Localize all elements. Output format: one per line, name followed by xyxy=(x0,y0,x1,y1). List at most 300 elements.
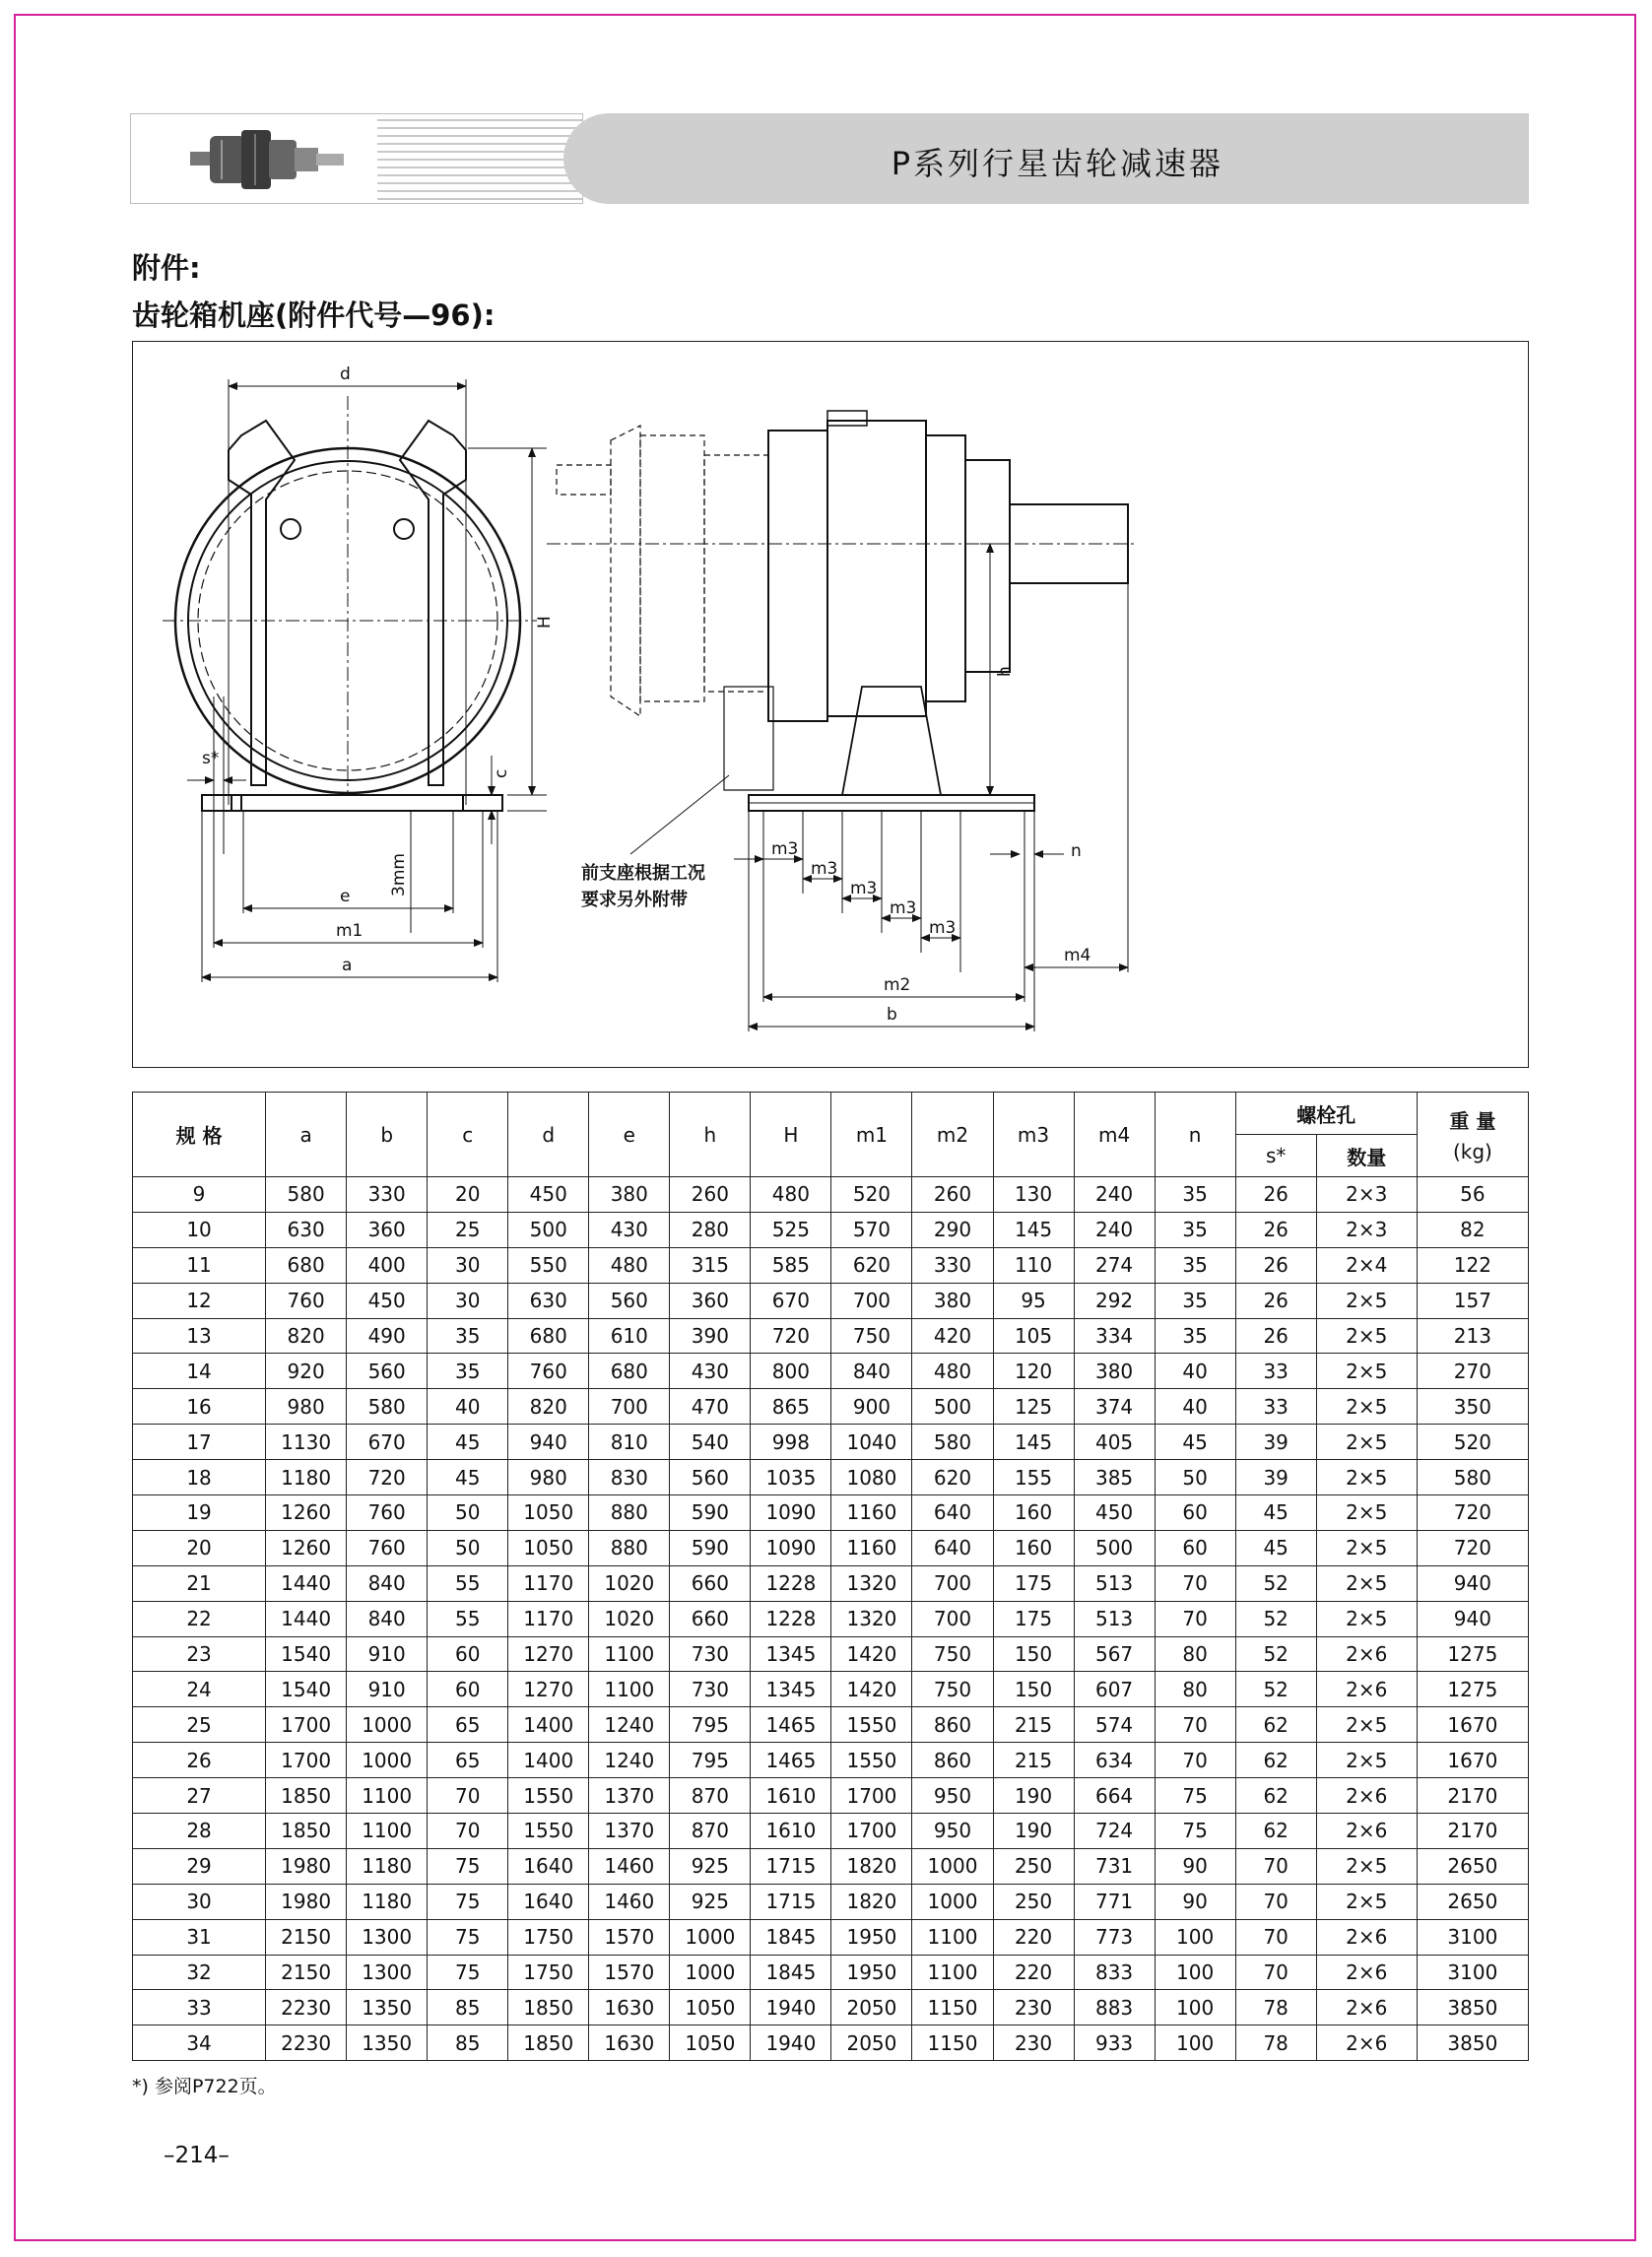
table-cell: 27 xyxy=(133,1778,266,1814)
table-cell: 2×5 xyxy=(1316,1848,1417,1884)
table-cell: 670 xyxy=(751,1283,831,1318)
table-cell: 513 xyxy=(1074,1565,1155,1601)
table-cell: 11 xyxy=(133,1247,266,1283)
table-cell: 2230 xyxy=(266,1990,347,2025)
table-row xyxy=(133,1565,1529,1601)
table-cell: 24 xyxy=(133,1672,266,1707)
table-cell: 634 xyxy=(1074,1743,1155,1778)
table-cell: 220 xyxy=(993,1919,1074,1955)
table-cell: 1950 xyxy=(831,1919,912,1955)
table-cell: 100 xyxy=(1155,1955,1235,1990)
table-cell: 607 xyxy=(1074,1672,1155,1707)
table-cell: 26 xyxy=(1235,1318,1316,1354)
table-cell: 31 xyxy=(133,1919,266,1955)
table-cell: 525 xyxy=(751,1212,831,1247)
table-cell: 1000 xyxy=(670,1955,751,1990)
table-cell: 640 xyxy=(912,1495,993,1531)
dim-label-m3-1: m3 xyxy=(771,839,799,859)
table-cell: 400 xyxy=(347,1247,428,1283)
table-cell: 1850 xyxy=(266,1778,347,1814)
table-cell: 60 xyxy=(428,1672,508,1707)
table-cell: 250 xyxy=(993,1884,1074,1919)
table-cell: 250 xyxy=(993,1848,1074,1884)
table-cell: 1270 xyxy=(508,1636,589,1672)
table-cell: 1170 xyxy=(508,1565,589,1601)
table-cell: 1100 xyxy=(589,1672,670,1707)
header-image-panel xyxy=(130,113,583,204)
table-cell: 640 xyxy=(912,1530,993,1565)
table-cell: 1610 xyxy=(751,1814,831,1849)
table-cell: 1020 xyxy=(589,1565,670,1601)
table-cell: 660 xyxy=(670,1601,751,1636)
table-cell: 760 xyxy=(508,1354,589,1389)
table-cell: 2×5 xyxy=(1316,1425,1417,1460)
table-cell: 3850 xyxy=(1417,2025,1528,2061)
table-cell: 1180 xyxy=(347,1884,428,1919)
col-header-h: h xyxy=(670,1093,751,1177)
dim-label-m3-3: m3 xyxy=(850,879,878,898)
table-cell: 26 xyxy=(1235,1212,1316,1247)
table-cell: 1715 xyxy=(751,1884,831,1919)
table-cell: 925 xyxy=(670,1884,751,1919)
table-row xyxy=(133,1919,1529,1955)
table-cell: 100 xyxy=(1155,1919,1235,1955)
table-cell: 1550 xyxy=(508,1778,589,1814)
table-cell: 3100 xyxy=(1417,1919,1528,1955)
table-cell: 724 xyxy=(1074,1814,1155,1849)
table-cell: 1345 xyxy=(751,1672,831,1707)
table-cell: 2×6 xyxy=(1316,1955,1417,1990)
table-cell: 1465 xyxy=(751,1743,831,1778)
table-cell: 1850 xyxy=(508,2025,589,2061)
table-cell: 1090 xyxy=(751,1530,831,1565)
table-cell: 40 xyxy=(1155,1389,1235,1425)
table-cell: 2×6 xyxy=(1316,1990,1417,2025)
table-cell: 1050 xyxy=(508,1530,589,1565)
table-cell: 500 xyxy=(1074,1530,1155,1565)
table-cell: 1750 xyxy=(508,1955,589,1990)
table-cell: 380 xyxy=(589,1177,670,1213)
table-cell: 925 xyxy=(670,1848,751,1884)
table-row xyxy=(133,1283,1529,1318)
table-cell: 480 xyxy=(912,1354,993,1389)
table-cell: 14 xyxy=(133,1354,266,1389)
section-title: 附件: xyxy=(132,251,201,285)
table-cell: 2×5 xyxy=(1316,1530,1417,1565)
footnote: *) 参阅P722页。 xyxy=(132,2076,277,2097)
table-cell: 60 xyxy=(1155,1495,1235,1531)
table-cell: 1670 xyxy=(1417,1707,1528,1743)
drawing-note-line1: 前支座根据工况 xyxy=(581,863,705,884)
table-cell: 2×6 xyxy=(1316,1778,1417,1814)
table-cell: 1035 xyxy=(751,1460,831,1495)
table-cell: 1845 xyxy=(751,1955,831,1990)
table-cell: 720 xyxy=(347,1460,428,1495)
table-cell: 1100 xyxy=(912,1919,993,1955)
table-cell: 25 xyxy=(133,1707,266,1743)
table-cell: 700 xyxy=(912,1565,993,1601)
table-cell: 590 xyxy=(670,1530,751,1565)
table-cell: 1700 xyxy=(831,1778,912,1814)
dim-label-m4: m4 xyxy=(1064,946,1091,965)
table-row xyxy=(133,1318,1529,1354)
col-header-m4: m4 xyxy=(1074,1093,1155,1177)
table-cell: 26 xyxy=(1235,1177,1316,1213)
table-cell: 19 xyxy=(133,1495,266,1531)
table-cell: 9 xyxy=(133,1177,266,1213)
table-cell: 22 xyxy=(133,1601,266,1636)
col-header-c: c xyxy=(428,1093,508,1177)
table-cell: 35 xyxy=(428,1318,508,1354)
table-cell: 2×5 xyxy=(1316,1743,1417,1778)
table-cell: 1150 xyxy=(912,2025,993,2061)
technical-drawing xyxy=(132,341,1529,1068)
table-cell: 1320 xyxy=(831,1565,912,1601)
table-cell: 580 xyxy=(266,1177,347,1213)
table-cell: 1160 xyxy=(831,1530,912,1565)
subsection-title: 齿轮箱机座(附件代号—96): xyxy=(132,299,496,332)
table-cell: 1465 xyxy=(751,1707,831,1743)
table-cell: 330 xyxy=(912,1247,993,1283)
table-cell: 998 xyxy=(751,1425,831,1460)
table-cell: 1228 xyxy=(751,1565,831,1601)
table-cell: 1240 xyxy=(589,1707,670,1743)
table-cell: 1630 xyxy=(589,1990,670,2025)
table-cell: 880 xyxy=(589,1530,670,1565)
col-header-b: b xyxy=(347,1093,428,1177)
table-cell: 1940 xyxy=(751,2025,831,2061)
table-cell: 292 xyxy=(1074,1283,1155,1318)
table-cell: 2650 xyxy=(1417,1848,1528,1884)
dimension-drawing-svg xyxy=(133,342,1530,1069)
table-cell: 2170 xyxy=(1417,1814,1528,1849)
table-cell: 1850 xyxy=(508,1990,589,2025)
table-cell: 730 xyxy=(670,1636,751,1672)
table-cell: 1130 xyxy=(266,1425,347,1460)
table-cell: 334 xyxy=(1074,1318,1155,1354)
table-cell: 1550 xyxy=(508,1814,589,1849)
table-cell: 330 xyxy=(347,1177,428,1213)
table-cell: 85 xyxy=(428,2025,508,2061)
table-cell: 1350 xyxy=(347,2025,428,2061)
table-cell: 150 xyxy=(993,1636,1074,1672)
table-cell: 20 xyxy=(428,1177,508,1213)
table-cell: 664 xyxy=(1074,1778,1155,1814)
table-cell: 950 xyxy=(912,1778,993,1814)
table-cell: 23 xyxy=(133,1636,266,1672)
table-cell: 760 xyxy=(266,1283,347,1318)
table-cell: 16 xyxy=(133,1389,266,1425)
table-cell: 290 xyxy=(912,1212,993,1247)
table-cell: 45 xyxy=(1155,1425,1235,1460)
dim-label-m3-5: m3 xyxy=(929,918,957,938)
table-cell: 190 xyxy=(993,1778,1074,1814)
table-cell: 157 xyxy=(1417,1283,1528,1318)
col-header-weight xyxy=(1417,1093,1528,1177)
table-cell: 215 xyxy=(993,1707,1074,1743)
table-row xyxy=(133,1212,1529,1247)
table-cell: 760 xyxy=(347,1495,428,1531)
page-title: P系列行星齿轮减速器 xyxy=(891,145,1223,182)
table-cell: 65 xyxy=(428,1707,508,1743)
table-cell: 1270 xyxy=(508,1672,589,1707)
table-cell: 560 xyxy=(589,1283,670,1318)
table-cell: 33 xyxy=(133,1990,266,2025)
table-cell: 160 xyxy=(993,1530,1074,1565)
table-cell: 2×6 xyxy=(1316,2025,1417,2061)
table-cell: 2050 xyxy=(831,1990,912,2025)
table-cell: 52 xyxy=(1235,1636,1316,1672)
table-cell: 680 xyxy=(589,1354,670,1389)
table-cell: 550 xyxy=(508,1247,589,1283)
table-cell: 590 xyxy=(670,1495,751,1531)
table-cell: 450 xyxy=(1074,1495,1155,1531)
table-cell: 660 xyxy=(670,1565,751,1601)
table-cell: 20 xyxy=(133,1530,266,1565)
table-cell: 175 xyxy=(993,1565,1074,1601)
table-cell: 75 xyxy=(1155,1778,1235,1814)
table-cell: 700 xyxy=(831,1283,912,1318)
table-cell: 420 xyxy=(912,1318,993,1354)
table-cell: 70 xyxy=(1235,1955,1316,1990)
table-cell: 90 xyxy=(1155,1884,1235,1919)
table-cell: 12 xyxy=(133,1283,266,1318)
front-view-dimensions xyxy=(187,379,547,982)
table-cell: 65 xyxy=(428,1743,508,1778)
table-row xyxy=(133,1707,1529,1743)
table-cell: 1700 xyxy=(266,1743,347,1778)
table-cell: 680 xyxy=(508,1318,589,1354)
table-cell: 21 xyxy=(133,1565,266,1601)
table-cell: 1300 xyxy=(347,1955,428,1990)
table-cell: 1845 xyxy=(751,1919,831,1955)
table-cell: 870 xyxy=(670,1814,751,1849)
table-cell: 33 xyxy=(1235,1354,1316,1389)
weight-header-line1: 重 量 xyxy=(1449,1109,1496,1133)
table-row xyxy=(133,1743,1529,1778)
table-cell: 56 xyxy=(1417,1177,1528,1213)
table-cell: 840 xyxy=(347,1601,428,1636)
table-cell: 980 xyxy=(508,1460,589,1495)
table-cell: 795 xyxy=(670,1743,751,1778)
table-cell: 620 xyxy=(912,1460,993,1495)
table-cell: 1550 xyxy=(831,1743,912,1778)
table-row xyxy=(133,1425,1529,1460)
dim-label-h: h xyxy=(995,666,1015,677)
table-cell: 52 xyxy=(1235,1672,1316,1707)
col-header-H: H xyxy=(751,1093,831,1177)
table-cell: 574 xyxy=(1074,1707,1155,1743)
table-cell: 750 xyxy=(912,1636,993,1672)
table-cell: 240 xyxy=(1074,1212,1155,1247)
table-cell: 1370 xyxy=(589,1778,670,1814)
table-cell: 1670 xyxy=(1417,1743,1528,1778)
table-cell: 870 xyxy=(670,1778,751,1814)
table-cell: 213 xyxy=(1417,1318,1528,1354)
table-cell: 78 xyxy=(1235,2025,1316,2061)
table-cell: 2×5 xyxy=(1316,1495,1417,1531)
table-row xyxy=(133,1530,1529,1565)
table-cell: 30 xyxy=(428,1283,508,1318)
table-cell: 390 xyxy=(670,1318,751,1354)
table-cell: 1420 xyxy=(831,1636,912,1672)
table-cell: 520 xyxy=(831,1177,912,1213)
table-cell: 35 xyxy=(1155,1177,1235,1213)
table-cell: 1460 xyxy=(589,1848,670,1884)
table-cell: 35 xyxy=(428,1354,508,1389)
table-cell: 155 xyxy=(993,1460,1074,1495)
dim-label-m2: m2 xyxy=(884,975,911,995)
table-cell: 1050 xyxy=(670,1990,751,2025)
dim-label-m3-4: m3 xyxy=(890,898,917,918)
table-cell: 380 xyxy=(912,1283,993,1318)
table-row xyxy=(133,1247,1529,1283)
table-cell: 50 xyxy=(428,1530,508,1565)
col-header-n: n xyxy=(1155,1093,1235,1177)
table-row xyxy=(133,1495,1529,1531)
table-cell: 720 xyxy=(751,1318,831,1354)
table-cell: 580 xyxy=(347,1389,428,1425)
table-cell: 230 xyxy=(993,1990,1074,2025)
table-cell: 567 xyxy=(1074,1636,1155,1672)
table-cell: 833 xyxy=(1074,1955,1155,1990)
table-cell: 840 xyxy=(831,1354,912,1389)
table-cell: 130 xyxy=(993,1177,1074,1213)
table-cell: 840 xyxy=(347,1565,428,1601)
table-cell: 385 xyxy=(1074,1460,1155,1495)
table-cell: 450 xyxy=(508,1177,589,1213)
table-row xyxy=(133,1177,1529,1213)
table-cell: 33 xyxy=(1235,1389,1316,1425)
table-cell: 78 xyxy=(1235,1990,1316,2025)
table-cell: 45 xyxy=(428,1460,508,1495)
col-header-m1: m1 xyxy=(831,1093,912,1177)
table-cell: 940 xyxy=(1417,1565,1528,1601)
table-cell: 2×4 xyxy=(1316,1247,1417,1283)
table-cell: 280 xyxy=(670,1212,751,1247)
table-cell: 190 xyxy=(993,1814,1074,1849)
table-cell: 62 xyxy=(1235,1814,1316,1849)
table-cell: 35 xyxy=(1155,1318,1235,1354)
dim-label-e: e xyxy=(340,887,351,906)
table-cell: 750 xyxy=(912,1672,993,1707)
table-cell: 175 xyxy=(993,1601,1074,1636)
table-cell: 910 xyxy=(347,1672,428,1707)
table-cell: 70 xyxy=(1155,1565,1235,1601)
table-cell: 1180 xyxy=(266,1460,347,1495)
table-cell: 1440 xyxy=(266,1601,347,1636)
table-cell: 1700 xyxy=(831,1814,912,1849)
table-cell: 795 xyxy=(670,1707,751,1743)
table-cell: 125 xyxy=(993,1389,1074,1425)
dim-label-m3-2: m3 xyxy=(811,859,838,879)
table-cell: 830 xyxy=(589,1460,670,1495)
table-cell: 585 xyxy=(751,1247,831,1283)
gearbox-thumbnail-icon xyxy=(131,114,583,204)
table-cell: 1228 xyxy=(751,1601,831,1636)
table-cell: 560 xyxy=(670,1460,751,1495)
table-cell: 1940 xyxy=(751,1990,831,2025)
table-cell: 630 xyxy=(266,1212,347,1247)
table-cell: 62 xyxy=(1235,1778,1316,1814)
table-cell: 820 xyxy=(266,1318,347,1354)
table-cell: 1275 xyxy=(1417,1636,1528,1672)
table-cell: 1275 xyxy=(1417,1672,1528,1707)
dimensions-table xyxy=(132,1092,1529,2061)
table-cell: 1000 xyxy=(347,1707,428,1743)
table-cell: 933 xyxy=(1074,2025,1155,2061)
table-cell: 1750 xyxy=(508,1919,589,1955)
col-header-qty: 数量 xyxy=(1316,1135,1417,1177)
table-cell: 13 xyxy=(133,1318,266,1354)
table-cell: 26 xyxy=(1235,1283,1316,1318)
table-body xyxy=(133,1177,1529,2061)
dim-label-H: H xyxy=(535,616,555,629)
table-cell: 230 xyxy=(993,2025,1074,2061)
table-cell: 1160 xyxy=(831,1495,912,1531)
table-cell: 60 xyxy=(428,1636,508,1672)
table-cell: 360 xyxy=(670,1283,751,1318)
dim-label-s: s* xyxy=(202,749,220,768)
table-row xyxy=(133,1848,1529,1884)
table-cell: 865 xyxy=(751,1389,831,1425)
col-header-m2: m2 xyxy=(912,1093,993,1177)
table-row xyxy=(133,1601,1529,1636)
table-cell: 2×5 xyxy=(1316,1389,1417,1425)
col-header-a: a xyxy=(266,1093,347,1177)
table-cell: 70 xyxy=(428,1778,508,1814)
table-cell: 470 xyxy=(670,1389,751,1425)
dim-label-b: b xyxy=(887,1005,897,1025)
table-cell: 39 xyxy=(1235,1425,1316,1460)
table-cell: 480 xyxy=(589,1247,670,1283)
table-cell: 1640 xyxy=(508,1848,589,1884)
table-cell: 1180 xyxy=(347,1848,428,1884)
col-header-m3: m3 xyxy=(993,1093,1074,1177)
table-cell: 25 xyxy=(428,1212,508,1247)
table-cell: 45 xyxy=(1235,1530,1316,1565)
table-cell: 1630 xyxy=(589,2025,670,2061)
table-cell: 55 xyxy=(428,1601,508,1636)
table-cell: 2×5 xyxy=(1316,1707,1417,1743)
table-cell: 810 xyxy=(589,1425,670,1460)
table-cell: 771 xyxy=(1074,1884,1155,1919)
side-view xyxy=(547,411,1138,811)
table-cell: 70 xyxy=(1155,1601,1235,1636)
table-cell: 80 xyxy=(1155,1636,1235,1672)
table-cell: 30 xyxy=(133,1884,266,1919)
table-cell: 700 xyxy=(912,1601,993,1636)
table-cell: 1570 xyxy=(589,1919,670,1955)
table-cell: 30 xyxy=(428,1247,508,1283)
table-cell: 520 xyxy=(1417,1425,1528,1460)
table-cell: 1260 xyxy=(266,1530,347,1565)
table-cell: 1000 xyxy=(912,1848,993,1884)
table-cell: 85 xyxy=(428,1990,508,2025)
table-cell: 1540 xyxy=(266,1672,347,1707)
table-cell: 1080 xyxy=(831,1460,912,1495)
table-cell: 490 xyxy=(347,1318,428,1354)
table-row xyxy=(133,1884,1529,1919)
table-row xyxy=(133,1672,1529,1707)
table-cell: 380 xyxy=(1074,1354,1155,1389)
table-cell: 1570 xyxy=(589,1955,670,1990)
table-cell: 1400 xyxy=(508,1743,589,1778)
table-cell: 1300 xyxy=(347,1919,428,1955)
col-header-spec: 规 格 xyxy=(133,1093,266,1177)
dim-label-n: n xyxy=(1071,841,1082,861)
table-cell: 1980 xyxy=(266,1848,347,1884)
